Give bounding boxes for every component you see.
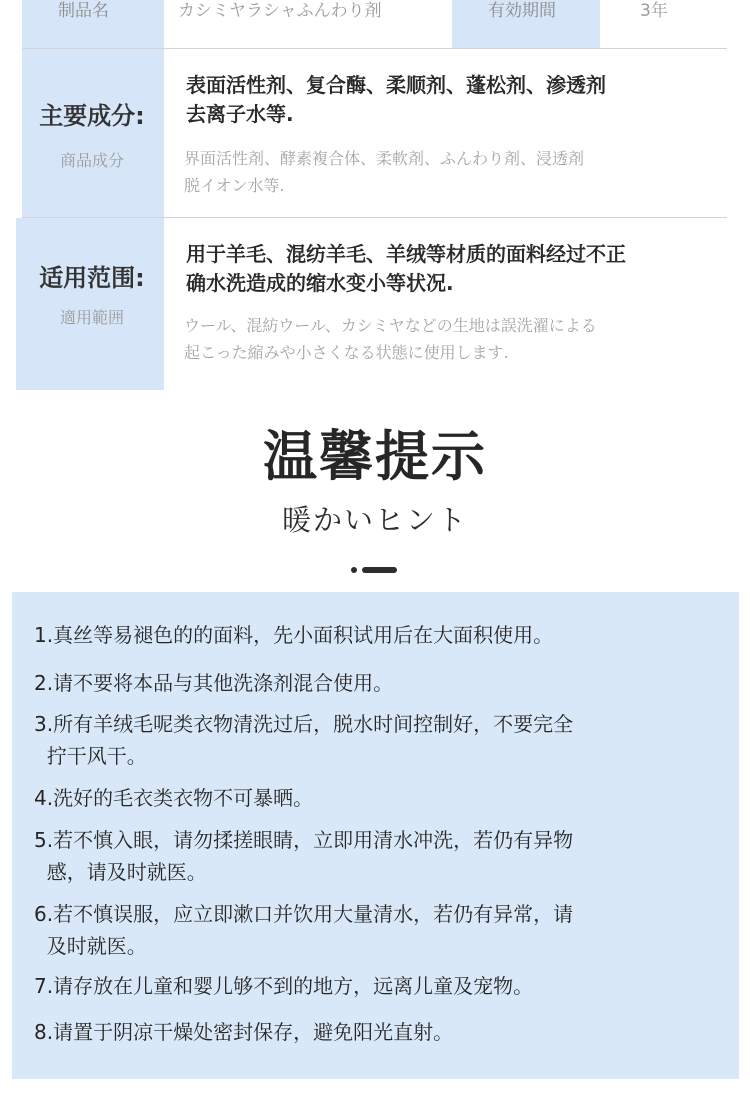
- ingredients-text-ja-line: 脱イオン水等.: [184, 176, 285, 195]
- tip-line: 8.请置于阴凉干燥处密封保存，避免阳光直射。: [34, 1020, 454, 1044]
- tip-line: 2.请不要将本品与其他洗涤剂混合使用。: [34, 671, 394, 695]
- tips-subtitle: 暖かいヒント: [281, 503, 468, 537]
- scope-text-ja-line: 起こった縮みや小さくなる状態に使用します.: [184, 343, 509, 362]
- tip-line: 6.若不慎误服，应立即漱口并饮用大量清水，若仍有异常，请: [34, 902, 574, 926]
- tips-box: [12, 592, 739, 1079]
- tip-line: 3.所有羊绒毛呢类衣物清洗过后，脱水时间控制好，不要完全: [34, 712, 574, 736]
- decor-dot: [351, 567, 357, 573]
- ingredients-text: [186, 71, 726, 129]
- scope-text-line: 确水洗造成的缩水变小等状况.: [186, 271, 454, 295]
- tip-item: [34, 619, 714, 651]
- tip-line: 及时就医。: [34, 934, 147, 958]
- validity-value: 3年: [640, 1, 668, 21]
- tips-title: 温馨提示: [263, 425, 487, 488]
- tip-item: [34, 970, 714, 1002]
- decor-dash: [362, 567, 397, 573]
- ingredients-title-ja: 商品成分: [59, 151, 124, 170]
- scope-title: 适用范围:: [39, 264, 145, 292]
- spec-table: [0, 0, 750, 392]
- tip-line: 1.真丝等易褪色的的面料，先小面积试用后在大面积使用。: [34, 623, 554, 647]
- ingredients-title: 主要成分:: [39, 102, 145, 130]
- product-name-value: カシミヤラシャふんわり剤: [178, 1, 382, 21]
- tip-line: 拧干风干。: [34, 744, 147, 768]
- ingredients-text-line: 表面活性剂、复合酶、柔顺剂、蓬松剂、渗透剂: [186, 73, 606, 97]
- tip-line: 4.洗好的毛衣类衣物不可暴晒。: [34, 786, 314, 810]
- validity-label: 有効期間: [488, 1, 556, 21]
- scope-title-ja: 適用範囲: [59, 308, 124, 327]
- tip-item: [34, 824, 714, 888]
- tip-item: [34, 1016, 714, 1048]
- ingredients-label-cell: [22, 49, 164, 217]
- tip-line: 7.请存放在儿童和婴儿够不到的地方，远离儿童及宠物。: [34, 974, 534, 998]
- ingredients-text-ja: [184, 145, 729, 199]
- tip-item: [34, 667, 714, 699]
- tip-item: [34, 898, 714, 962]
- scope-text-ja-line: ウール、混紡ウール、カシミヤなどの生地は誤洗濯による: [184, 316, 597, 335]
- scope-text: [186, 240, 726, 298]
- ingredients-text-line: 去离子水等.: [186, 102, 294, 126]
- tip-line: 感，请及时就医。: [34, 860, 207, 884]
- tip-item: [34, 708, 714, 772]
- tip-item: [34, 782, 714, 814]
- scope-text-line: 用于羊毛、混纺羊毛、羊绒等材质的面料经过不正: [186, 242, 626, 266]
- scope-label-cell: [16, 218, 164, 390]
- scope-text-ja: [184, 312, 729, 366]
- ingredients-text-ja-line: 界面活性剤、酵素複合体、柔軟剤、ふんわり剤、浸透剤: [184, 149, 585, 168]
- product-name-label: 制品名: [58, 1, 109, 21]
- tip-line: 5.若不慎入眼，请勿揉搓眼睛，立即用清水冲洗，若仍有异物: [34, 828, 574, 852]
